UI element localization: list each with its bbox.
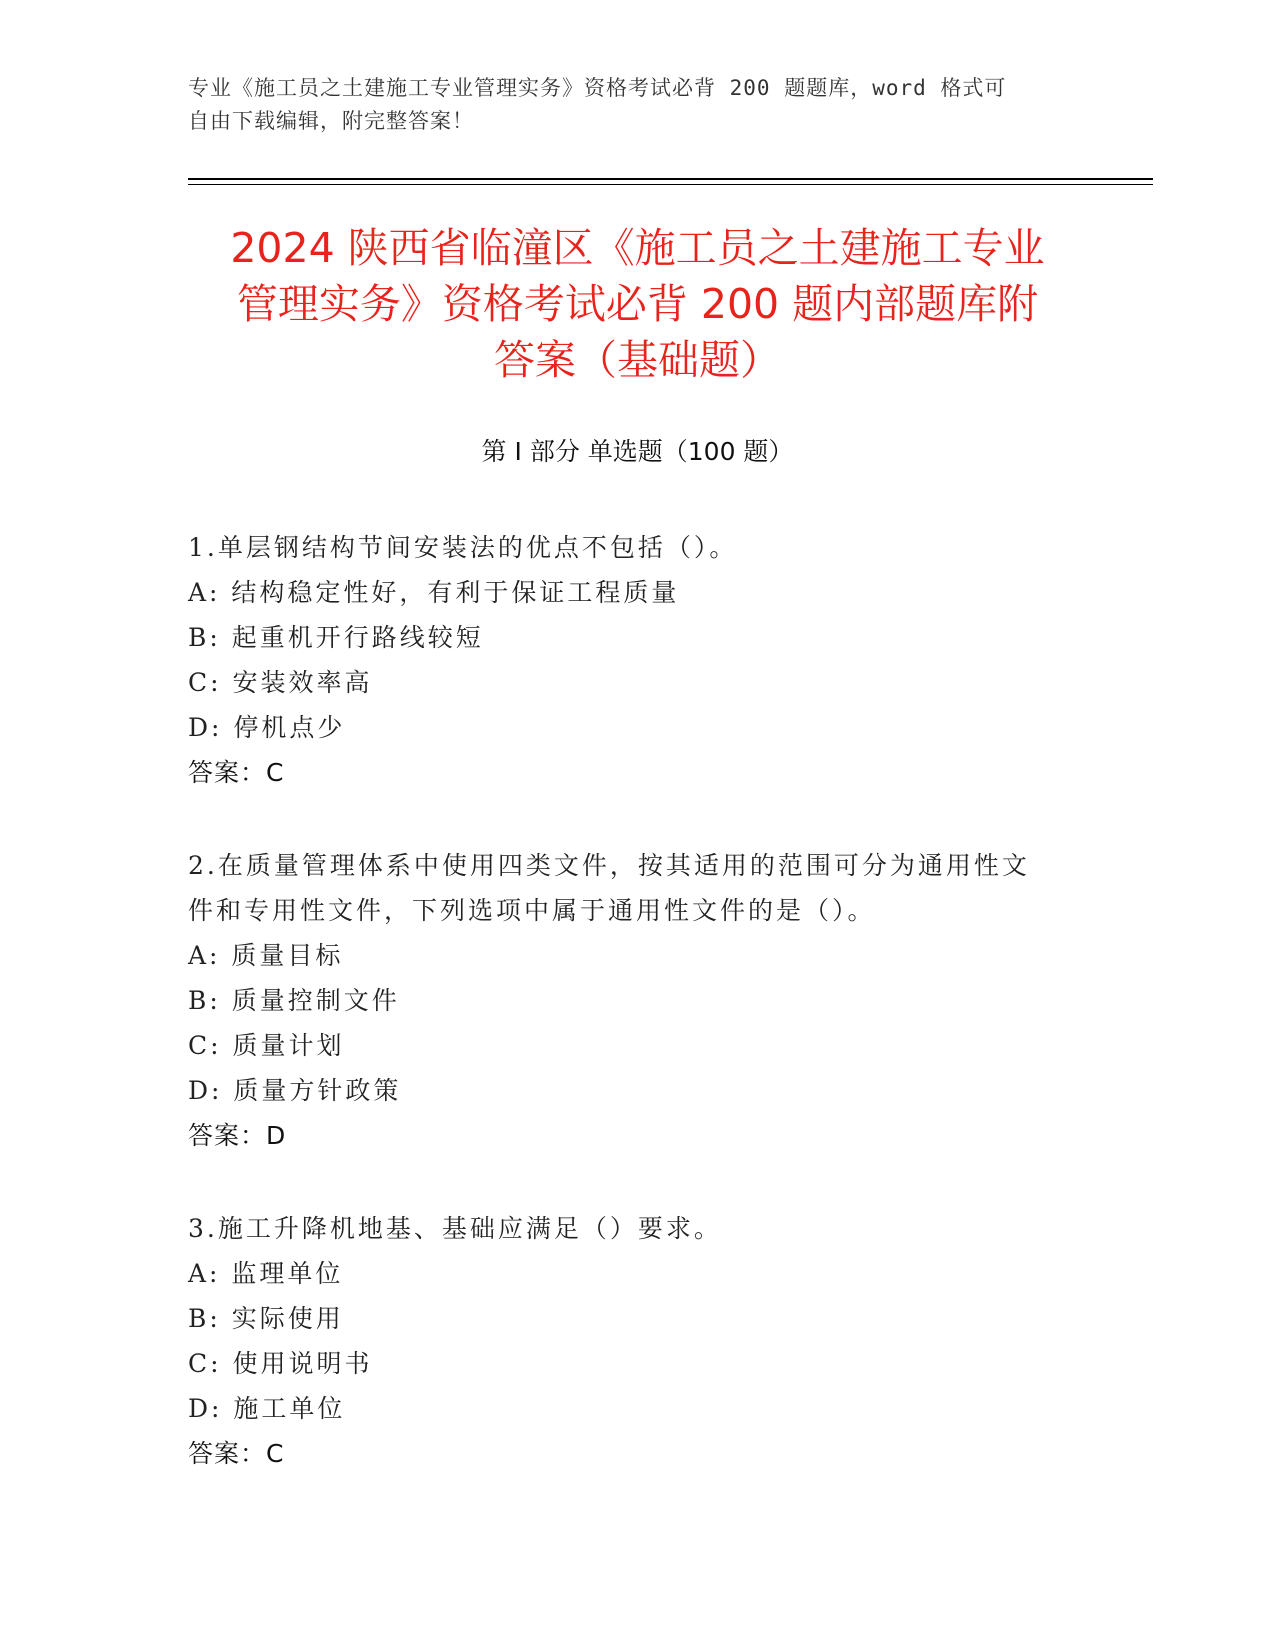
option-a: A: 结构稳定性好，有利于保证工程质量 (188, 578, 680, 607)
header-note-line: 自由下载编辑，附完整答案！ (188, 109, 474, 133)
question-stem: 1.单层钢结构节间安装法的优点不包括（）。 (188, 533, 738, 562)
option-c: C: 使用说明书 (188, 1349, 373, 1378)
option-a: A: 监理单位 (188, 1259, 344, 1288)
header-divider-thick (188, 178, 1153, 180)
option-b: B: 实际使用 (188, 1304, 344, 1333)
header-note (188, 72, 1088, 138)
answer: 答案：C (188, 758, 285, 787)
question-list (188, 525, 1068, 1524)
option-c: C: 质量计划 (188, 1031, 345, 1060)
document-title (140, 220, 1135, 388)
answer: 答案：C (188, 1439, 285, 1468)
section-heading: 第 I 部分 单选题（100 题） (481, 437, 794, 466)
header-divider-thin (188, 184, 1153, 185)
question-item (188, 525, 1068, 795)
question-stem: 2.在质量管理体系中使用四类文件，按其适用的范围可分为通用性文 (188, 851, 1030, 880)
document-title-line: 答案（基础题） (494, 336, 781, 384)
option-d: D: 质量方针政策 (188, 1076, 402, 1105)
question-stem: 件和专用性文件，下列选项中属于通用性文件的是（）。 (188, 896, 876, 925)
option-d: D: 停机点少 (188, 713, 346, 742)
document-title-line: 管理实务》资格考试必背 200 题内部题库附 (236, 280, 1039, 328)
option-b: B: 起重机开行路线较短 (188, 623, 484, 652)
question-item (188, 1206, 1068, 1476)
option-b: B: 质量控制文件 (188, 986, 400, 1015)
option-a: A: 质量目标 (188, 941, 344, 970)
question-item (188, 843, 1068, 1158)
option-d: D: 施工单位 (188, 1394, 346, 1423)
option-c: C: 安装效率高 (188, 668, 373, 697)
document-title-line: 2024 陕西省临潼区《施工员之土建施工专业 (230, 224, 1045, 272)
header-note-line: 专业《施工员之土建施工专业管理实务》资格考试必背 200 题题库，word 格式可 (188, 76, 1007, 100)
question-stem: 3.施工升降机地基、基础应满足（）要求。 (188, 1214, 722, 1243)
answer: 答案：D (188, 1121, 287, 1150)
